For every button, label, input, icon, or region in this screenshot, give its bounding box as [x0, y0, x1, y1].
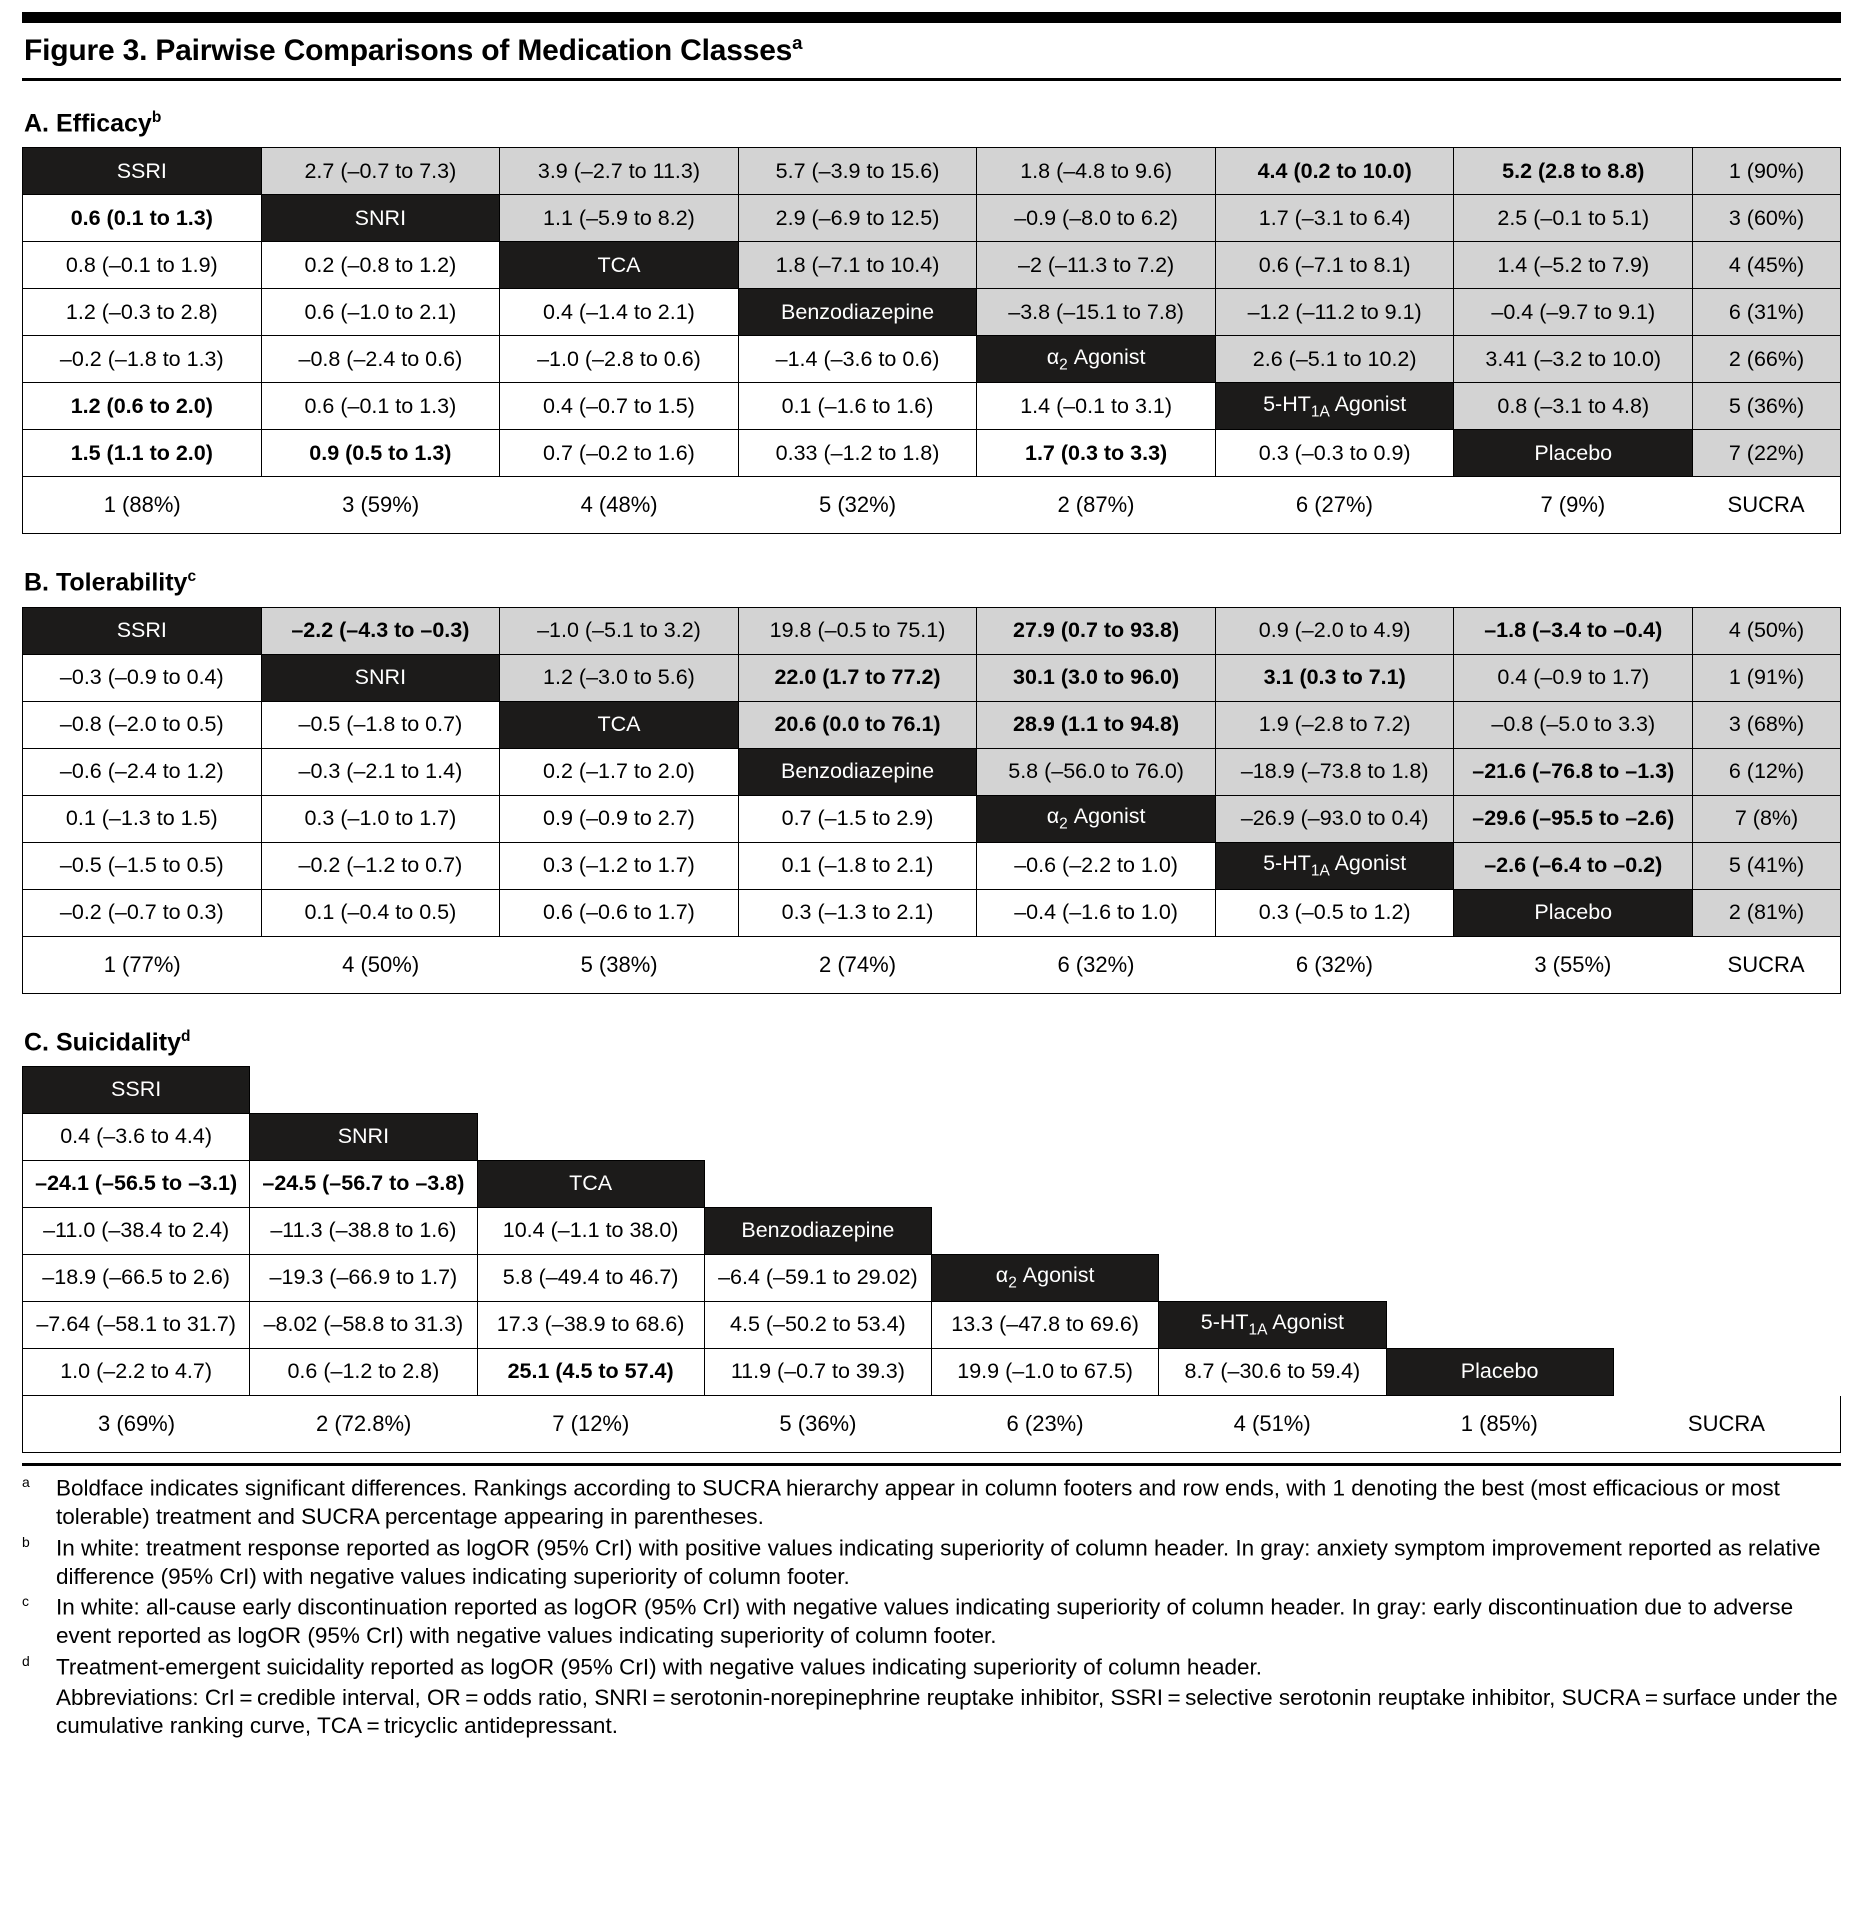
- empty-cell: [1386, 1160, 1613, 1207]
- comparison-cell: 0.2 (–1.7 to 2.0): [500, 748, 739, 795]
- comparison-cell: 0.4 (–0.7 to 1.5): [500, 383, 739, 430]
- diagonal-header-tca: TCA: [477, 1160, 704, 1207]
- empty-cell: [1613, 1254, 1840, 1301]
- empty-cell: [704, 1113, 931, 1160]
- comparison-cell: 1.7 (–3.1 to 6.4): [1215, 195, 1454, 242]
- diagonal-header-5-ht1a-agonist: $5-HT_{1A}$ Agonist: [1215, 842, 1454, 889]
- empty-cell: [1159, 1160, 1386, 1207]
- figure-title-text: Figure 3. Pairwise Comparisons of Medication Classes: [24, 34, 793, 67]
- sucra-value: 6 (23%): [932, 1396, 1159, 1452]
- table-row: [23, 701, 1841, 748]
- empty-cell: [1159, 1066, 1386, 1113]
- comparison-cell: 1.2 (–3.0 to 5.6): [500, 654, 739, 701]
- panel-tolerability: [22, 568, 1841, 993]
- diagonal-header-ssri: SSRI: [23, 1066, 250, 1113]
- comparison-cell: –1.0 (–5.1 to 3.2): [500, 607, 739, 654]
- comparison-cell: 0.3 (–0.5 to 1.2): [1215, 889, 1454, 936]
- sucra-row: [23, 477, 1840, 533]
- empty-cell: [932, 1207, 1159, 1254]
- comparison-cell: 11.9 (–0.7 to 39.3): [704, 1348, 931, 1395]
- panel-label-superscript: c: [187, 568, 197, 586]
- sucra-value: 5 (38%): [500, 937, 738, 993]
- sucra-value: 1 (88%): [23, 477, 261, 533]
- panel-title-efficacy: [22, 109, 1841, 147]
- comparison-cell: 19.9 (–1.0 to 67.5): [932, 1348, 1159, 1395]
- sucra-label: SUCRA: [1692, 477, 1840, 533]
- row-rank: 1 (91%): [1693, 654, 1841, 701]
- sucra-value: 2 (74%): [738, 937, 976, 993]
- comparison-cell: 5.8 (–56.0 to 76.0): [977, 748, 1216, 795]
- comparison-cell: –2.2 (–4.3 to –0.3): [261, 607, 500, 654]
- comparison-cell: –24.1 (–56.5 to –3.1): [23, 1160, 250, 1207]
- comparison-cell: 1.2 (–0.3 to 2.8): [23, 289, 262, 336]
- comparison-cell: 10.4 (–1.1 to 38.0): [477, 1207, 704, 1254]
- empty-cell: [932, 1113, 1159, 1160]
- comparison-cell: 3.1 (0.3 to 7.1): [1215, 654, 1454, 701]
- comparison-cell: 2.5 (–0.1 to 5.1): [1454, 195, 1693, 242]
- row-rank: 1 (90%): [1693, 148, 1841, 195]
- comparison-cell: –0.6 (–2.2 to 1.0): [977, 842, 1216, 889]
- comparison-cell: –0.3 (–2.1 to 1.4): [261, 748, 500, 795]
- comparison-cell: –1.0 (–2.8 to 0.6): [500, 336, 739, 383]
- comparison-cell: –2.6 (–6.4 to –0.2): [1454, 842, 1693, 889]
- pairwise-matrix: [22, 147, 1841, 477]
- comparison-cell: 3.9 (–2.7 to 11.3): [500, 148, 739, 195]
- sucra-value: 4 (50%): [261, 937, 499, 993]
- row-rank: 3 (60%): [1693, 195, 1841, 242]
- table-row: [23, 842, 1841, 889]
- diagonal-header-ssri: SSRI: [23, 148, 262, 195]
- diagonal-header-benzodiazepine: Benzodiazepine: [738, 748, 977, 795]
- row-rank: 4 (45%): [1693, 242, 1841, 289]
- sucra-value: 7 (12%): [477, 1396, 704, 1452]
- empty-cell: [477, 1113, 704, 1160]
- diagonal-header-ssri: SSRI: [23, 607, 262, 654]
- panel-label: C. Suicidality: [24, 1027, 181, 1056]
- comparison-cell: 0.1 (–1.3 to 1.5): [23, 795, 262, 842]
- comparison-cell: 0.3 (–1.0 to 1.7): [261, 795, 500, 842]
- table-row: [23, 795, 1841, 842]
- comparison-cell: –26.9 (–93.0 to 0.4): [1215, 795, 1454, 842]
- panel-label-superscript: d: [180, 1027, 191, 1045]
- panel-efficacy: [22, 109, 1841, 534]
- table-row: [23, 1207, 1841, 1254]
- comparison-cell: 0.3 (–1.3 to 2.1): [738, 889, 977, 936]
- comparison-cell: 17.3 (–38.9 to 68.6): [477, 1301, 704, 1348]
- sucra-value: 1 (77%): [23, 937, 261, 993]
- comparison-cell: –0.3 (–0.9 to 0.4): [23, 654, 262, 701]
- diagonal-header-snri: SNRI: [250, 1113, 477, 1160]
- sucra-footer: [22, 1396, 1841, 1453]
- footnote-a: $^a$ Boldface indicates significant differences. Rankings according to SUCRA hierarchy appear in column footers and row ends, with 1 denoting the best (most efficacious or most tolerable) treatment and SUCRA percentage appearing in parentheses.: [22, 1473, 1780, 1530]
- comparison-cell: 1.2 (0.6 to 2.0): [23, 383, 262, 430]
- comparison-cell: 0.1 (–1.8 to 2.1): [738, 842, 977, 889]
- panel-suicidality: [22, 1028, 1841, 1453]
- comparison-cell: 0.9 (–0.9 to 2.7): [500, 795, 739, 842]
- diagonal-header-tca: TCA: [500, 701, 739, 748]
- sucra-footer: [22, 477, 1841, 534]
- comparison-cell: 1.9 (–2.8 to 7.2): [1215, 701, 1454, 748]
- panel-title-suicidality: [22, 1028, 1841, 1066]
- comparison-cell: –11.3 (–38.8 to 1.6): [250, 1207, 477, 1254]
- row-rank: 2 (81%): [1693, 889, 1841, 936]
- sucra-value: 6 (32%): [977, 937, 1215, 993]
- empty-cell: [704, 1066, 931, 1113]
- comparison-cell: –29.6 (–95.5 to –2.6): [1454, 795, 1693, 842]
- comparison-cell: 25.1 (4.5 to 57.4): [477, 1348, 704, 1395]
- sucra-value: 3 (55%): [1454, 937, 1692, 993]
- comparison-cell: –2 (–11.3 to 7.2): [977, 242, 1216, 289]
- comparison-cell: –0.4 (–9.7 to 9.1): [1454, 289, 1693, 336]
- comparison-cell: –0.8 (–5.0 to 3.3): [1454, 701, 1693, 748]
- diagonal-header-benzodiazepine: Benzodiazepine: [738, 289, 977, 336]
- sucra-value: 6 (32%): [1215, 937, 1453, 993]
- empty-cell: [477, 1066, 704, 1113]
- comparison-cell: 30.1 (3.0 to 96.0): [977, 654, 1216, 701]
- comparison-cell: 0.6 (0.1 to 1.3): [23, 195, 262, 242]
- empty-cell: [1613, 1066, 1840, 1113]
- comparison-cell: –18.9 (–73.8 to 1.8): [1215, 748, 1454, 795]
- comparison-cell: 0.6 (–1.2 to 2.8): [250, 1348, 477, 1395]
- table-row: [23, 336, 1841, 383]
- comparison-cell: –0.6 (–2.4 to 1.2): [23, 748, 262, 795]
- suicidality-table-holder: [22, 1066, 1841, 1453]
- empty-cell: [932, 1160, 1159, 1207]
- pairwise-matrix: [22, 1066, 1841, 1396]
- comparison-cell: –0.2 (–1.2 to 0.7): [261, 842, 500, 889]
- panel-title-tolerability: [22, 568, 1841, 606]
- table-row: [23, 654, 1841, 701]
- empty-cell: [1386, 1207, 1613, 1254]
- comparison-cell: –0.5 (–1.8 to 0.7): [261, 701, 500, 748]
- diagonal-header-5-ht1a-agonist: $5-HT_{1A}$ Agonist: [1159, 1301, 1386, 1348]
- empty-cell: [1386, 1301, 1613, 1348]
- sucra-value: 1 (85%): [1386, 1396, 1613, 1452]
- table-row: [23, 1301, 1841, 1348]
- footnote-abbreviations: [22, 1684, 1841, 1741]
- empty-cell: [1159, 1254, 1386, 1301]
- diagonal-header-benzodiazepine: Benzodiazepine: [704, 1207, 931, 1254]
- footnote-c: $^c$ In white: all-cause early discontinuation reported as logOR (95% CrI) with negative values indicating superiority of column header. In gray: early discontinuation due to adverse event reported as logOR (95% CrI) with negative values indicating superiority of column footer.: [22, 1593, 1794, 1649]
- comparison-cell: 1.8 (–7.1 to 10.4): [738, 242, 977, 289]
- table-row: [23, 607, 1841, 654]
- diagonal-header-placebo: Placebo: [1386, 1348, 1613, 1395]
- comparison-cell: 1.4 (–5.2 to 7.9): [1454, 242, 1693, 289]
- comparison-cell: –6.4 (–59.1 to 29.02): [704, 1254, 931, 1301]
- comparison-cell: 0.6 (–1.0 to 2.1): [261, 289, 500, 336]
- table-row: [23, 148, 1841, 195]
- comparison-cell: 0.8 (–0.1 to 1.9): [23, 242, 262, 289]
- empty-cell: [1386, 1254, 1613, 1301]
- empty-cell: [932, 1066, 1159, 1113]
- diagonal-header-placebo: Placebo: [1454, 430, 1693, 477]
- comparison-cell: 1.4 (–0.1 to 3.1): [977, 383, 1216, 430]
- comparison-cell: –1.8 (–3.4 to –0.4): [1454, 607, 1693, 654]
- table-row: [23, 1254, 1841, 1301]
- sucra-label: SUCRA: [1613, 1396, 1840, 1452]
- panel-label: B. Tolerability: [24, 568, 188, 597]
- diagonal-header-tca: TCA: [500, 242, 739, 289]
- figure-title-superscript: a: [792, 32, 803, 53]
- efficacy-table-holder: [22, 147, 1841, 534]
- empty-cell: [1613, 1113, 1840, 1160]
- table-row: [23, 383, 1841, 430]
- comparison-cell: –19.3 (–66.9 to 1.7): [250, 1254, 477, 1301]
- row-rank: 2 (66%): [1693, 336, 1841, 383]
- figure-page: [0, 12, 1863, 1757]
- empty-cell: [1613, 1207, 1840, 1254]
- table-row: [23, 1160, 1841, 1207]
- comparison-cell: 0.8 (–3.1 to 4.8): [1454, 383, 1693, 430]
- comparison-cell: 5.7 (–3.9 to 15.6): [738, 148, 977, 195]
- comparison-cell: 0.6 (–0.6 to 1.7): [500, 889, 739, 936]
- comparison-cell: 5.2 (2.8 to 8.8): [1454, 148, 1693, 195]
- empty-cell: [1613, 1301, 1840, 1348]
- diagonal-header--2-agonist: $\alpha_2$ Agonist: [977, 336, 1216, 383]
- comparison-cell: 1.7 (0.3 to 3.3): [977, 430, 1216, 477]
- comparison-cell: 0.6 (–0.1 to 1.3): [261, 383, 500, 430]
- comparison-cell: 1.5 (1.1 to 2.0): [23, 430, 262, 477]
- comparison-cell: 0.3 (–1.2 to 1.7): [500, 842, 739, 889]
- comparison-cell: 0.4 (–3.6 to 4.4): [23, 1113, 250, 1160]
- sucra-footer: [22, 937, 1841, 994]
- pairwise-matrix: [22, 607, 1841, 937]
- row-rank: 4 (50%): [1693, 607, 1841, 654]
- comparison-cell: 0.6 (–7.1 to 8.1): [1215, 242, 1454, 289]
- panel-label: A. Efficacy: [24, 109, 152, 138]
- comparison-cell: 0.3 (–0.3 to 0.9): [1215, 430, 1454, 477]
- comparison-cell: –18.9 (–66.5 to 2.6): [23, 1254, 250, 1301]
- comparison-cell: 0.7 (–1.5 to 2.9): [738, 795, 977, 842]
- table-row: [23, 748, 1841, 795]
- empty-cell: [1159, 1113, 1386, 1160]
- sucra-row: [23, 1396, 1840, 1452]
- table-row: [23, 195, 1841, 242]
- comparison-cell: 0.1 (–1.6 to 1.6): [738, 383, 977, 430]
- comparison-cell: 4.4 (0.2 to 10.0): [1215, 148, 1454, 195]
- sucra-value: 5 (32%): [738, 477, 976, 533]
- comparison-cell: 0.2 (–0.8 to 1.2): [261, 242, 500, 289]
- comparison-cell: 1.8 (–4.8 to 9.6): [977, 148, 1216, 195]
- comparison-cell: –7.64 (–58.1 to 31.7): [23, 1301, 250, 1348]
- sucra-value: 2 (72.8%): [250, 1396, 477, 1452]
- footnote-abbreviations-text: Abbreviations: CrI = credible interval, OR = odds ratio, SNRI = serotonin-norepinephrine reuptake inhibitor, SSRI = selective serotonin reuptake inhibitor, SUCRA = surface under the cumulative ranking curve, TCA = tricyclic antidepressant.: [56, 1684, 1838, 1739]
- comparison-cell: 0.9 (0.5 to 1.3): [261, 430, 500, 477]
- comparison-cell: –21.6 (–76.8 to –1.3): [1454, 748, 1693, 795]
- row-rank: 6 (31%): [1693, 289, 1841, 336]
- tolerability-table-holder: [22, 607, 1841, 994]
- comparison-cell: –11.0 (–38.4 to 2.4): [23, 1207, 250, 1254]
- comparison-cell: 1.1 (–5.9 to 8.2): [500, 195, 739, 242]
- diagonal-header-5-ht1a-agonist: $5-HT_{1A}$ Agonist: [1215, 383, 1454, 430]
- row-rank: 7 (8%): [1693, 795, 1841, 842]
- title-rule: [22, 78, 1841, 81]
- comparison-cell: 5.8 (–49.4 to 46.7): [477, 1254, 704, 1301]
- comparison-cell: 20.6 (0.0 to 76.1): [738, 701, 977, 748]
- panel-label-superscript: b: [151, 109, 162, 126]
- comparison-cell: –3.8 (–15.1 to 7.8): [977, 289, 1216, 336]
- comparison-cell: –0.8 (–2.4 to 0.6): [261, 336, 500, 383]
- empty-cell: [1613, 1348, 1840, 1395]
- footnote-d: $^d$ Treatment-emergent suicidality reported as logOR (95% CrI) with negative values indicating superiority of column header.: [22, 1652, 1262, 1680]
- comparison-cell: –24.5 (–56.7 to –3.8): [250, 1160, 477, 1207]
- comparison-cell: 22.0 (1.7 to 77.2): [738, 654, 977, 701]
- footnotes: [22, 1463, 1841, 1741]
- comparison-cell: 4.5 (–50.2 to 53.4): [704, 1301, 931, 1348]
- row-rank: 5 (36%): [1693, 383, 1841, 430]
- footnote-d-text: Treatment-emergent suicidality reported as logOR (95% CrI) with negative values indicating superiority of column header.: [56, 1654, 1262, 1680]
- comparison-cell: 2.9 (–6.9 to 12.5): [738, 195, 977, 242]
- comparison-cell: 27.9 (0.7 to 93.8): [977, 607, 1216, 654]
- table-row: [23, 1348, 1841, 1395]
- comparison-cell: 2.7 (–0.7 to 7.3): [261, 148, 500, 195]
- table-row: [23, 889, 1841, 936]
- diagonal-header--2-agonist: $\alpha_2$ Agonist: [977, 795, 1216, 842]
- comparison-cell: –0.5 (–1.5 to 0.5): [23, 842, 262, 889]
- comparison-cell: 3.41 (–3.2 to 10.0): [1454, 336, 1693, 383]
- row-rank: 3 (68%): [1693, 701, 1841, 748]
- sucra-value: 7 (9%): [1454, 477, 1692, 533]
- empty-cell: [250, 1066, 477, 1113]
- sucra-row: [23, 937, 1840, 993]
- table-row: [23, 1066, 1841, 1113]
- comparison-cell: –0.8 (–2.0 to 0.5): [23, 701, 262, 748]
- comparison-cell: –0.4 (–1.6 to 1.0): [977, 889, 1216, 936]
- comparison-cell: 0.4 (–0.9 to 1.7): [1454, 654, 1693, 701]
- diagonal-header-snri: SNRI: [261, 654, 500, 701]
- row-rank: 5 (41%): [1693, 842, 1841, 889]
- diagonal-header-snri: SNRI: [261, 195, 500, 242]
- comparison-cell: 2.6 (–5.1 to 10.2): [1215, 336, 1454, 383]
- comparison-cell: –0.2 (–0.7 to 0.3): [23, 889, 262, 936]
- sucra-value: 6 (27%): [1215, 477, 1453, 533]
- row-rank: 6 (12%): [1693, 748, 1841, 795]
- comparison-cell: 0.1 (–0.4 to 0.5): [261, 889, 500, 936]
- diagonal-header-placebo: Placebo: [1454, 889, 1693, 936]
- comparison-cell: 0.9 (–2.0 to 4.9): [1215, 607, 1454, 654]
- empty-cell: [1386, 1066, 1613, 1113]
- comparison-cell: –8.02 (–58.8 to 31.3): [250, 1301, 477, 1348]
- diagonal-header--2-agonist: $\alpha_2$ Agonist: [932, 1254, 1159, 1301]
- figure-title: [22, 23, 1841, 78]
- table-row: [23, 289, 1841, 336]
- comparison-cell: –0.2 (–1.8 to 1.3): [23, 336, 262, 383]
- sucra-value: 4 (48%): [500, 477, 738, 533]
- table-row: [23, 1113, 1841, 1160]
- sucra-value: 2 (87%): [977, 477, 1215, 533]
- comparison-cell: 8.7 (–30.6 to 59.4): [1159, 1348, 1386, 1395]
- empty-cell: [704, 1160, 931, 1207]
- comparison-cell: –0.9 (–8.0 to 6.2): [977, 195, 1216, 242]
- sucra-value: 4 (51%): [1159, 1396, 1386, 1452]
- table-row: [23, 430, 1841, 477]
- footnote-a-text: Boldface indicates significant differences. Rankings according to SUCRA hierarchy appear in column footers and row ends, with 1 denoting the best (most efficacious or most tolerable) treatment and SUCRA percentage appearing in parentheses.: [56, 1475, 1780, 1530]
- table-row: [23, 242, 1841, 289]
- row-rank: 7 (22%): [1693, 430, 1841, 477]
- footnote-b-text: In white: treatment response reported as logOR (95% CrI) with positive values indicating superiority of column header. In gray: anxiety symptom improvement reported as relative difference (95% CrI) with negative values indicating superiority of column footer.: [56, 1535, 1821, 1589]
- comparison-cell: 28.9 (1.1 to 94.8): [977, 701, 1216, 748]
- empty-cell: [1613, 1160, 1840, 1207]
- footnote-c-text: In white: all-cause early discontinuation reported as logOR (95% CrI) with negative values indicating superiority of column header. In gray: early discontinuation due to adverse event reported as logOR (95% CrI) with negative values indicating superiority of column footer.: [56, 1594, 1794, 1649]
- comparison-cell: –1.4 (–3.6 to 0.6): [738, 336, 977, 383]
- comparison-cell: 13.3 (–47.8 to 69.6): [932, 1301, 1159, 1348]
- empty-cell: [1159, 1207, 1386, 1254]
- comparison-cell: 0.33 (–1.2 to 1.8): [738, 430, 977, 477]
- sucra-label: SUCRA: [1692, 937, 1840, 993]
- sucra-value: 5 (36%): [704, 1396, 931, 1452]
- comparison-cell: –1.2 (–11.2 to 9.1): [1215, 289, 1454, 336]
- footnote-b: $^b$ In white: treatment response reported as logOR (95% CrI) with positive values indicating superiority of column header. In gray: anxiety symptom improvement reported as relative difference (95% CrI) with negative values indicating superiority of column footer.: [22, 1533, 1821, 1589]
- empty-cell: [1386, 1113, 1613, 1160]
- sucra-value: 3 (69%): [23, 1396, 250, 1452]
- comparison-cell: 0.7 (–0.2 to 1.6): [500, 430, 739, 477]
- top-rule: [22, 12, 1841, 23]
- comparison-cell: 1.0 (–2.2 to 4.7): [23, 1348, 250, 1395]
- comparison-cell: 0.4 (–1.4 to 2.1): [500, 289, 739, 336]
- comparison-cell: 19.8 (–0.5 to 75.1): [738, 607, 977, 654]
- sucra-value: 3 (59%): [261, 477, 499, 533]
